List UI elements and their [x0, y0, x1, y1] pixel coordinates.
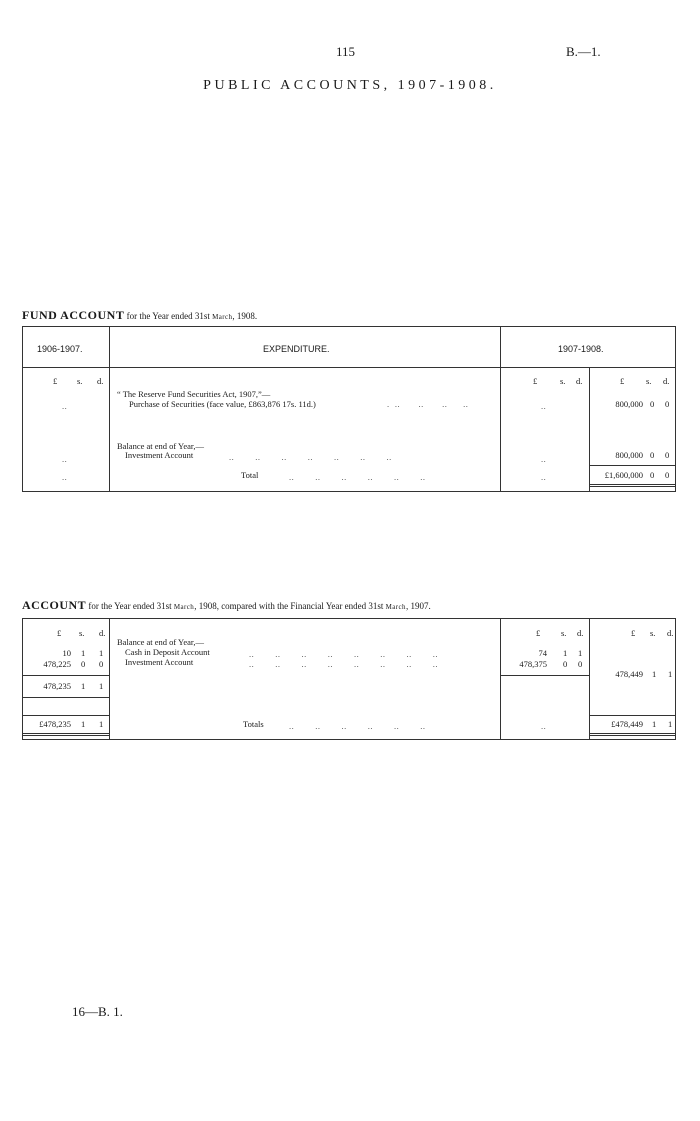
curr-invest-s: 0 [563, 659, 568, 669]
prev-shilling-unit: s. [79, 628, 85, 638]
cash-label: Cash in Deposit Account [125, 647, 210, 657]
prev-invest: 478,225 [43, 659, 71, 669]
prev-total: £478,235 [39, 719, 71, 729]
prev-invest-s: 0 [81, 659, 86, 669]
total-prev: .. [62, 472, 68, 482]
prev-cash: 10 [62, 648, 71, 658]
fund-account-heading-bold: FUND ACCOUNT [22, 308, 125, 322]
total-label: Total [241, 470, 259, 480]
curr-subtotal-s: 1 [652, 669, 657, 679]
second-account-heading [22, 598, 431, 613]
sub-shilling-unit: s. [561, 628, 567, 638]
page-title: PUBLIC ACCOUNTS, 1907-1908. [203, 78, 497, 93]
page-number: 115 [336, 44, 356, 59]
sub-pence-unit: d. [576, 376, 583, 386]
prev-subtotal-d: 1 [99, 681, 104, 691]
totals-sub: .. [541, 721, 547, 731]
prev-pence-unit: d. [99, 628, 106, 638]
purchase-total-d: 0 [665, 399, 670, 409]
second-account-heading-post: , 1907. [405, 601, 431, 611]
leader-dots: .. .. .. .. .. .. .. .. [249, 649, 438, 659]
prev-cash-d: 1 [99, 648, 104, 658]
purchase-total: 800,000 [615, 399, 643, 409]
purchase-prev: .. [62, 401, 68, 411]
prev-invest-d: 0 [99, 659, 104, 669]
prev-total-d: 1 [99, 719, 104, 729]
total-shilling-unit: s. [650, 628, 656, 638]
total-pence-unit: d. [663, 376, 670, 386]
balance-label: Balance at end of Year,— [117, 441, 204, 451]
second-account-heading-pre: for the Year ended 31st [88, 601, 172, 611]
investment-total-d: 0 [665, 450, 670, 460]
balance-label: Balance at end of Year,— [117, 637, 204, 647]
curr-total-d: 1 [668, 719, 673, 729]
fund-account-heading [22, 308, 257, 323]
sub-pound-unit: £ [533, 376, 538, 386]
purchase-total-s: 0 [650, 399, 655, 409]
document-code: B.—1. [566, 44, 601, 59]
investment-prev: .. [62, 454, 68, 464]
second-account-table [22, 618, 676, 740]
grand-total: £1,600,000 [604, 470, 643, 480]
act-title: “ The Reserve Fund Securities Act, 1907,”— [117, 389, 271, 399]
col-prev-year: 1906-1907. [37, 344, 83, 354]
total-sub: .. [541, 472, 547, 482]
sub-shilling-unit: s. [560, 376, 566, 386]
col-expenditure: EXPENDITURE. [263, 344, 330, 354]
prev-shilling-unit: s. [77, 376, 83, 386]
prev-pound-unit: £ [57, 628, 62, 638]
leader-dots: . .. .. .. .. [387, 399, 469, 409]
second-account-heading-mid: , 1908, compared with the Financial Year ended 31st [194, 601, 384, 611]
purchase-sub: .. [541, 401, 547, 411]
curr-cash: 74 [538, 648, 547, 658]
curr-cash-d: 1 [578, 648, 583, 658]
leader-dots: .. .. .. .. .. .. .. .. [249, 659, 438, 669]
leader-dots: .. .. .. .. .. .. .. [229, 452, 392, 462]
total-pound-unit: £ [620, 376, 625, 386]
total-pound-unit: £ [631, 628, 636, 638]
prev-pence-unit: d. [97, 376, 104, 386]
footer-signature: 16—B. 1. [72, 1004, 123, 1019]
curr-subtotal: 478,449 [615, 669, 643, 679]
curr-total-s: 1 [652, 719, 657, 729]
total-shilling-unit: s. [646, 376, 652, 386]
investment-label: Investment Account [125, 450, 194, 460]
grand-total-s: 0 [650, 470, 655, 480]
leader-dots: .. .. .. .. .. .. [289, 472, 426, 482]
col-curr-year: 1907-1908. [558, 344, 604, 354]
second-account-heading-month2: March [385, 603, 406, 611]
fund-account-heading-pre: for the Year ended 31st [126, 311, 210, 321]
prev-cash-s: 1 [81, 648, 86, 658]
grand-total-d: 0 [665, 470, 670, 480]
second-account-heading-month1: March [173, 603, 195, 611]
sub-pence-unit: d. [577, 628, 584, 638]
purchase-label: Purchase of Securities (face value, £863,876 17s. 11d.) [129, 399, 316, 409]
prev-pound-unit: £ [53, 376, 58, 386]
prev-subtotal-s: 1 [81, 681, 86, 691]
curr-invest-d: 0 [578, 659, 583, 669]
total-pence-unit: d. [667, 628, 674, 638]
investment-label: Investment Account [125, 657, 194, 667]
fund-account-heading-month: March [212, 313, 233, 321]
second-account-heading-bold: ACCOUNT [22, 598, 87, 612]
curr-invest: 478,375 [519, 659, 547, 669]
investment-total: 800,000 [615, 450, 643, 460]
investment-total-s: 0 [650, 450, 655, 460]
prev-total-s: 1 [81, 719, 86, 729]
curr-cash-s: 1 [563, 648, 568, 658]
sub-pound-unit: £ [536, 628, 541, 638]
totals-label: Totals [243, 719, 264, 729]
fund-account-table [22, 326, 676, 492]
curr-total: £478,449 [611, 719, 643, 729]
investment-sub: .. [541, 454, 547, 464]
curr-subtotal-d: 1 [668, 669, 673, 679]
prev-subtotal: 478,235 [43, 681, 71, 691]
fund-account-heading-post: , 1908. [232, 311, 258, 321]
leader-dots: .. .. .. .. .. .. [289, 721, 426, 731]
